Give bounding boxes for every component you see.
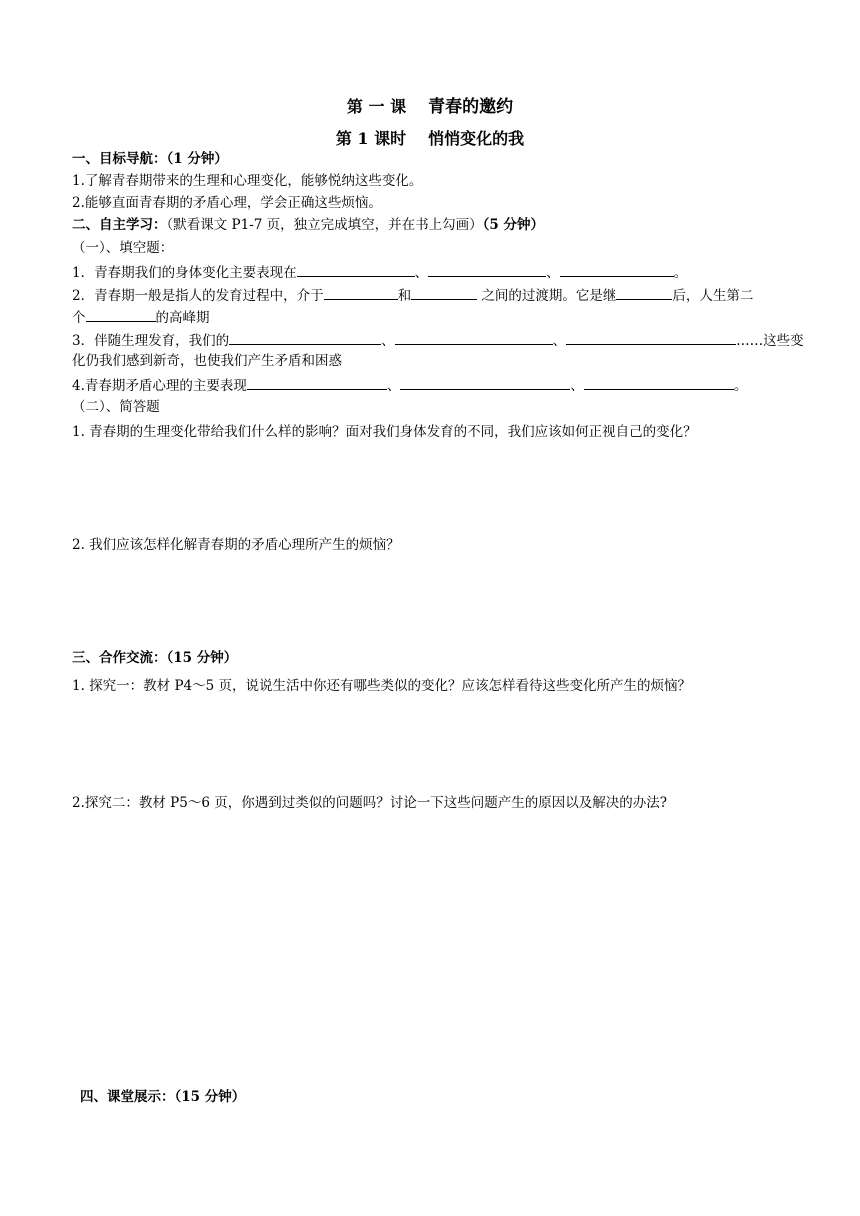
- fill-question-2: [72, 285, 753, 305]
- q4-end: 。: [733, 378, 748, 394]
- session-name: 悄悄变化的我: [428, 129, 525, 148]
- cooperate-question-1: 1. 探究一：教材 P4～5 页，说说生活中你还有哪些类似的变化？应该怎样看待这些变化所产生的烦恼？: [72, 678, 692, 694]
- answer-blank[interactable]: [86, 307, 156, 322]
- q3-text: ……这些变: [736, 333, 804, 349]
- self-study-heading-normal: （默看课文 P1-7 页，独立完成填空，并在书上勾画）: [166, 217, 483, 233]
- fill-question-3: [72, 330, 804, 350]
- cooperate-heading: 三、合作交流：（15 分钟）: [72, 650, 238, 666]
- answer-blank[interactable]: [324, 285, 398, 300]
- q1-sep: 、: [546, 265, 560, 281]
- q2-text: 后，人生第二: [672, 288, 754, 304]
- self-study-heading-bold: 二、自主学习：: [72, 217, 167, 233]
- fill-heading: （一）、填空题：: [72, 240, 174, 256]
- answer-blank[interactable]: [616, 285, 672, 300]
- answer-blank[interactable]: [560, 262, 674, 277]
- cooperate-question-2: 2.探究二：教材 P5～6 页，你遇到过类似的问题吗？讨论一下这些问题产生的原因以及解决的办法?: [72, 795, 667, 811]
- goal-item-1: 1.了解青春期带来的生理和心理变化，能够悦纳这些变化。: [72, 173, 423, 189]
- lesson-title: [0, 92, 860, 117]
- q4-sep: 、: [386, 378, 401, 394]
- short-question-2: 2. 我们应该怎样化解青春期的矛盾心理所产生的烦恼？: [72, 537, 400, 553]
- answer-blank[interactable]: [584, 375, 734, 390]
- self-study-heading-time: （5 分钟）: [482, 217, 544, 233]
- goals-heading: 一、目标导航：（1 分钟）: [72, 151, 228, 167]
- self-study-heading: [72, 216, 544, 234]
- answer-blank[interactable]: [297, 262, 415, 277]
- fill-question-3-cont: 化仍我们感到新奇，也使我们产生矛盾和困惑: [72, 353, 342, 369]
- q3-text: 3．伴随生理发育，我们的: [72, 333, 230, 349]
- short-question-1: 1. 青春期的生理变化带给我们什么样的影响？面对我们身体发育的不同，我们应该如何正视自己的变化？: [72, 424, 697, 440]
- answer-blank[interactable]: [229, 330, 381, 345]
- q3-sep: 、: [381, 333, 395, 349]
- session-label: 第 1 课时: [335, 129, 407, 148]
- goal-item-2: 2.能够直面青春期的矛盾心理，学会正确这些烦恼。: [72, 195, 382, 211]
- session-title: [0, 126, 860, 149]
- q4-sep: 、: [570, 378, 584, 394]
- q2-text: 和: [397, 288, 412, 304]
- answer-blank[interactable]: [566, 330, 736, 345]
- q2-text: 之间的过渡期。它是继: [477, 288, 617, 304]
- answer-blank[interactable]: [247, 375, 387, 390]
- q2-text: 的高峰期: [155, 310, 210, 326]
- fill-question-2-cont: [72, 307, 210, 327]
- q1-end: 。: [673, 265, 688, 281]
- fill-question-1: [72, 262, 687, 282]
- lesson-name: 青春的邀约: [428, 97, 514, 117]
- q2-text: 2．青春期一般是指人的发育过程中，介于: [72, 288, 324, 304]
- answer-blank[interactable]: [428, 262, 546, 277]
- q1-text: 1．青春期我们的身体变化主要表现在: [72, 265, 297, 281]
- fill-question-4: [72, 375, 747, 395]
- answer-blank[interactable]: [395, 330, 553, 345]
- q2-text: 个: [72, 310, 86, 326]
- lesson-label: 第 一 课: [346, 97, 407, 116]
- answer-blank[interactable]: [400, 375, 570, 390]
- answer-blank[interactable]: [411, 285, 477, 300]
- short-answer-heading: （二）、简答题: [72, 399, 160, 415]
- show-heading: 四、课堂展示：（15 分钟）: [80, 1089, 246, 1105]
- q4-text: 4.青春期矛盾心理的主要表现: [72, 378, 247, 394]
- q3-sep: 、: [552, 333, 567, 349]
- q1-sep: 、: [414, 265, 429, 281]
